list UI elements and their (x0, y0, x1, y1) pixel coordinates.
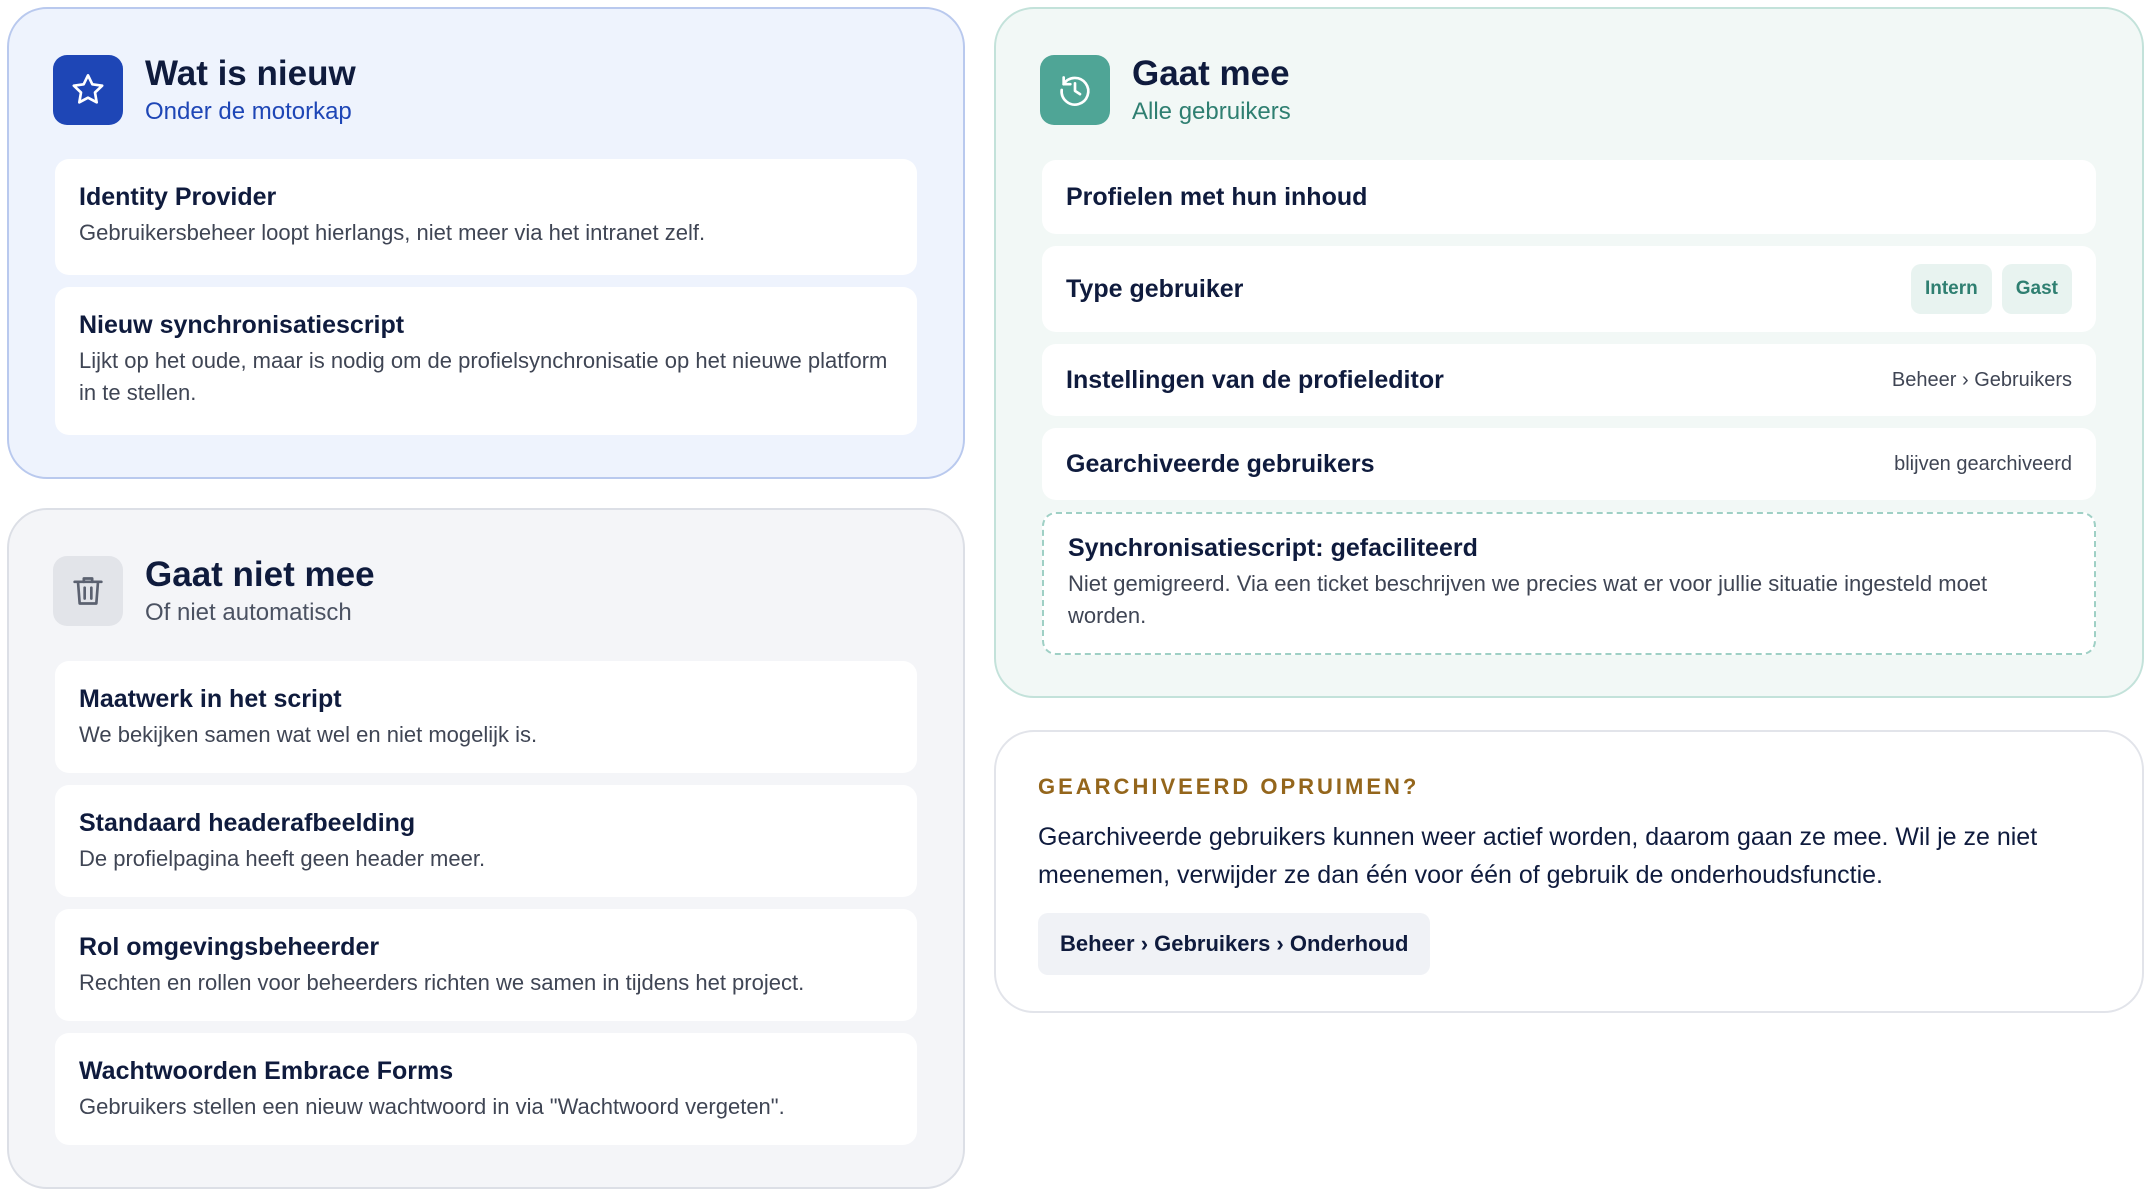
item-title: Nieuw synchronisatiescript (79, 311, 405, 339)
migrating-title: Gaat mee (1132, 54, 1290, 93)
item-description: Rechten en rollen voor beheerders richten we samen in tijdens het project. (79, 970, 805, 995)
tag-intern: Intern (1911, 264, 1992, 314)
whats-new-subtitle: Onder de motorkap (145, 98, 352, 125)
item-description: Lijkt op het oude, maar is nodig om de profielsynchronisatie op het nieuwe platform in te stellen. (79, 348, 888, 405)
row-meta: blijven gearchiveerd (1894, 452, 2072, 475)
star-icon (53, 55, 123, 125)
tag-gast: Gast (2002, 264, 2072, 314)
note-description: Niet gemigreerd. Via een ticket beschrijven we precies wat er voor jullie situatie ingesteld moet worden. (1068, 571, 1988, 628)
migrating-header (1040, 53, 1291, 127)
migrating-list (1042, 160, 2096, 655)
item-description: Gebruikers stellen een nieuw wachtwoord in via "Wachtwoord vergeten". (79, 1094, 785, 1119)
list-item (55, 1033, 917, 1145)
sync-script-note (1042, 512, 2096, 655)
row-title: Type gebruiker (1066, 274, 1244, 303)
cleanup-text: Gearchiveerde gebruikers kunnen weer actief worden, daarom gaan ze mee. Wil je ze niet meenemen, verwijder ze dan één voor één of gebruik de onderhoudsfunctie. (1038, 823, 2038, 889)
migrating-card (994, 7, 2144, 698)
trash-icon (53, 556, 123, 626)
list-item (1042, 160, 2096, 234)
whats-new-header (53, 53, 356, 127)
item-title: Maatwerk in het script (79, 685, 342, 713)
list-item (1042, 246, 2096, 332)
migrating-subtitle: Alle gebruikers (1132, 98, 1291, 125)
list-item (1042, 428, 2096, 500)
item-description: De profielpagina heeft geen header meer. (79, 846, 486, 871)
whats-new-title: Wat is nieuw (145, 54, 356, 93)
not-migrating-title: Gaat niet mee (145, 555, 375, 594)
row-title: Gearchiveerde gebruikers (1066, 449, 1375, 478)
item-title: Wachtwoorden Embrace Forms (79, 1057, 454, 1085)
list-item (55, 159, 917, 275)
whats-new-list (55, 159, 917, 447)
list-item (55, 785, 917, 897)
not-migrating-subtitle: Of niet automatisch (145, 599, 352, 626)
list-item (55, 909, 917, 1021)
note-title: Synchronisatiescript: gefaciliteerd (1068, 534, 1478, 562)
history-icon (1040, 55, 1110, 125)
list-item (55, 287, 917, 435)
whats-new-card (7, 7, 965, 479)
row-title: Profielen met hun inhoud (1066, 182, 1368, 211)
not-migrating-list (55, 661, 917, 1157)
list-item (55, 661, 917, 773)
row-title: Instellingen van de profieleditor (1066, 365, 1444, 394)
user-type-tags (1911, 264, 2072, 314)
item-title: Identity Provider (79, 183, 277, 211)
not-migrating-header (53, 554, 375, 628)
item-title: Rol omgevingsbeheerder (79, 933, 380, 961)
item-description: We bekijken samen wat wel en niet mogelijk is. (79, 722, 538, 747)
row-meta: Beheer › Gebruikers (1891, 368, 2072, 391)
cleanup-archived-card (994, 730, 2144, 1013)
item-description: Gebruikersbeheer loopt hierlangs, niet meer via het intranet zelf. (79, 220, 706, 245)
maintenance-path: Beheer › Gebruikers › Onderhoud (1038, 913, 1430, 975)
not-migrating-card (7, 508, 965, 1189)
cleanup-label: GEARCHIVEERD OPRUIMEN? (1038, 774, 1420, 799)
list-item (1042, 344, 2096, 416)
item-title: Standaard headerafbeelding (79, 809, 416, 837)
